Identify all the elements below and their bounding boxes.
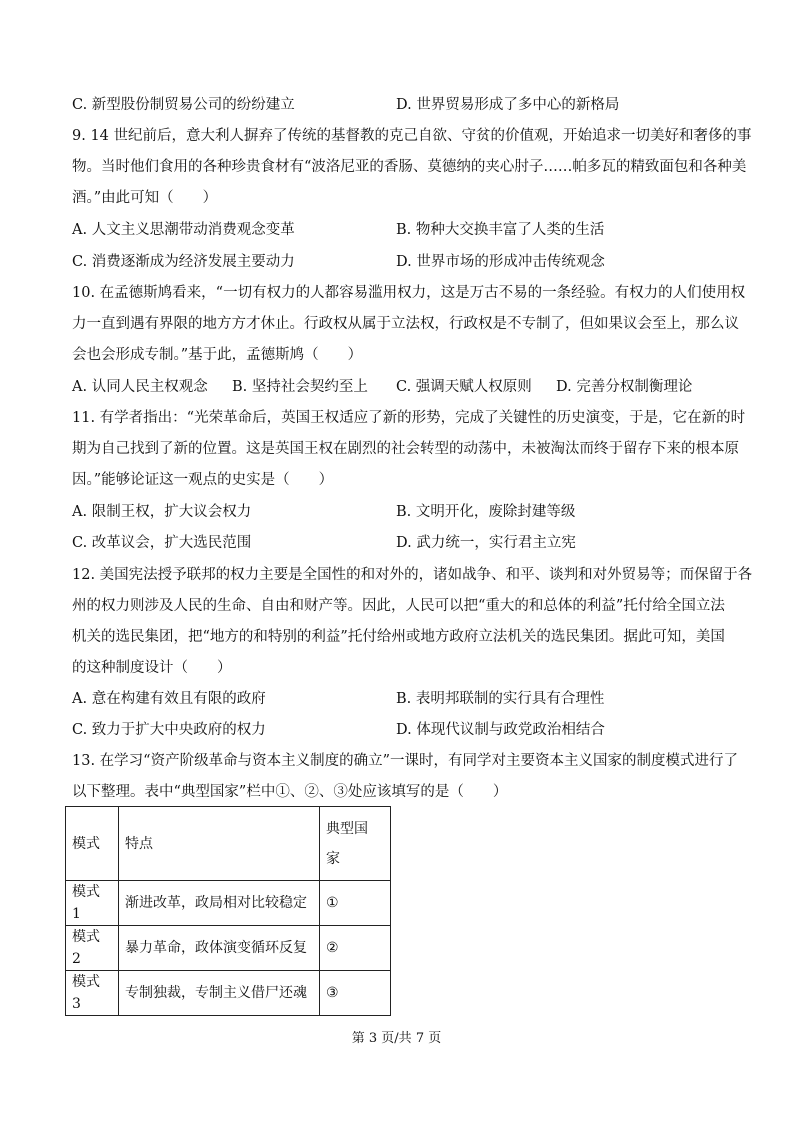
q11-stem-line: 11. 有学者指出：“光荣革命后，英国王权适应了新的形势，完成了关键性的历史演变，于是，它在新的时 — [72, 410, 746, 426]
q12-stem-line: 的这种制度设计（ ） — [72, 660, 232, 676]
table-header-text: 典型国 — [326, 820, 368, 837]
table-cell: ③ — [320, 971, 391, 1016]
table-header-text: 家 — [326, 850, 340, 867]
page-footer: 第 3 页/共 7 页 — [351, 1031, 442, 1046]
q11-option-d: D. 武力统一，实行君主立宪 — [396, 535, 576, 551]
q9-stem-line: 9. 14 世纪前后，意大利人摒弃了传统的基督教的克己自欲、守贫的价值观，开始追求一切美好和奢侈的事 — [72, 128, 752, 144]
table-header-cell: 模式 — [66, 807, 119, 881]
q10-option-d: D. 完善分权制衡理论 — [556, 379, 693, 395]
q12-option-b: B. 表明邦联制的实行具有合理性 — [396, 691, 605, 707]
q11-option-c: C. 改革议会，扩大选民范围 — [72, 535, 252, 551]
q11-stem-line: 期为自己找到了新的位置。这是英国王权在剧烈的社会转型的动荡中，未被淘汰而终于留存下来的根本原 — [72, 441, 739, 457]
q8-option-d: D. 世界贸易形成了多中心的新格局 — [396, 97, 620, 113]
q9-stem-line: 酒。”由此可知（ ） — [72, 190, 218, 206]
q10-stem-line: 会也会形成专制。”基于此，孟德斯鸠（ ） — [72, 347, 363, 363]
table-cell: ① — [320, 881, 391, 926]
q9-option-b: B. 物种大交换丰富了人类的生活 — [396, 222, 605, 238]
table-header-row — [66, 807, 391, 881]
table-cell: 渐进改革，政局相对比较稳定 — [119, 881, 320, 926]
q12-stem-line: 州的权力则涉及人民的生命、自由和财产等。因此，人民可以把“重大的和总体的利益”托付给全国立法 — [72, 598, 725, 614]
table-cell: 模式 3 — [66, 971, 119, 1016]
q9-option-c: C. 消费逐渐成为经济发展主要动力 — [72, 254, 295, 270]
q10-stem-line: 10. 在孟德斯鸠看来，“一切有权力的人都容易滥用权力，这是万古不易的一条经验。有权力的人们使用权 — [72, 285, 746, 301]
table-cell: 专制独裁，专制主义借尸还魂 — [119, 971, 320, 1016]
table-cell: 模式 1 — [66, 881, 119, 926]
q10-stem-line: 力一直到遇有界限的地方方才休止。行政权从属于立法权，行政权是不专制了，但如果议会至上，那么议 — [72, 316, 739, 332]
table-cell: 模式 2 — [66, 926, 119, 971]
q11-option-a: A. 限制王权，扩大议会权力 — [72, 504, 252, 520]
q11-option-b: B. 文明开化，废除封建等级 — [396, 504, 576, 520]
table-cell: ② — [320, 926, 391, 971]
q12-option-d: D. 体现代议制与政党政治相结合 — [396, 722, 605, 738]
q12-stem-line: 机关的选民集团，把“地方的和特别的利益”托付给州或地方政府立法机关的选民集团。据此可知，美国 — [72, 629, 725, 645]
q12-option-a: A. 意在构建有效且有限的政府 — [72, 691, 266, 707]
table-row — [66, 881, 391, 926]
table-row — [66, 926, 391, 971]
q9-option-a: A. 人文主义思潮带动消费观念变革 — [72, 222, 295, 238]
q8-option-c: C. 新型股份制贸易公司的纷纷建立 — [72, 97, 295, 113]
table-header-cell — [320, 807, 391, 881]
q10-option-c: C. 强调天赋人权原则 — [396, 379, 532, 395]
q9-option-d: D. 世界市场的形成冲击传统观念 — [396, 254, 605, 270]
table-row — [66, 971, 391, 1016]
q13-stem-line: 以下整理。表中“典型国家”栏中①、②、③处应该填写的是（ ） — [72, 784, 508, 800]
q10-option-b: B. 坚持社会契约至上 — [232, 379, 368, 395]
model-table — [65, 806, 391, 1016]
q10-option-a: A. 认同人民主权观念 — [72, 379, 208, 395]
table-cell: 暴力革命，政体演变循环反复 — [119, 926, 320, 971]
q12-option-c: C. 致力于扩大中央政府的权力 — [72, 722, 266, 738]
q11-stem-line: 因。”能够论证这一观点的史实是（ ） — [72, 472, 334, 488]
q12-stem-line: 12. 美国宪法授予联邦的权力主要是全国性的和对外的，诸如战争、和平、谈判和对外贸易等；而保留于各 — [72, 567, 753, 583]
table-header-cell: 特点 — [119, 807, 320, 881]
q9-stem-line: 物。当时他们食用的各种珍贵食材有“波洛尼亚的香肠、莫德纳的夹心肘子……帕多瓦的精致面包和各种美 — [72, 159, 747, 175]
q13-stem-line: 13. 在学习“资产阶级革命与资本主义制度的确立”一课时，有同学对主要资本主义国家的制度模式进行了 — [72, 753, 738, 769]
